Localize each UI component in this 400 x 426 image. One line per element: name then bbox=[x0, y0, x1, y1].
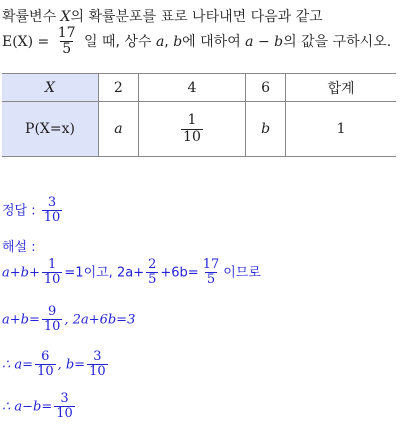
step3-frac2 bbox=[87, 350, 108, 380]
question-text-e: 의 값을 구하시오. bbox=[283, 33, 392, 50]
step3-frac2-num: 3 bbox=[93, 349, 102, 364]
const-b: b bbox=[173, 33, 183, 50]
step1-frac2-den: 5 bbox=[148, 272, 157, 288]
probability-table bbox=[2, 73, 396, 157]
step2-lhs: a+b= bbox=[2, 312, 40, 328]
header-val-2: 2 bbox=[99, 74, 139, 102]
step1-frac1-num: 1 bbox=[47, 257, 57, 272]
step1-frac2-num: 2 bbox=[148, 257, 157, 272]
step1-frac2 bbox=[146, 258, 158, 288]
target-expr: a − b bbox=[245, 33, 284, 50]
solution-step-3 bbox=[2, 350, 110, 380]
cell-a: a bbox=[99, 102, 139, 157]
step1-mid2: +6b= bbox=[160, 265, 199, 281]
cell-b: b bbox=[246, 102, 286, 157]
cell-one-tenth bbox=[138, 102, 245, 157]
question-line-2 bbox=[2, 26, 391, 58]
row-label-p: P(X=x) bbox=[2, 102, 99, 157]
header-total: 합계 bbox=[286, 74, 396, 102]
answer-den: 10 bbox=[43, 210, 61, 226]
cell-fraction-num: 1 bbox=[187, 112, 197, 129]
expectation-fraction bbox=[56, 26, 78, 58]
step2-rest: , 2a+6b=3 bbox=[64, 312, 136, 328]
table-prob-row bbox=[2, 102, 396, 157]
question-text-a: 확률변수 bbox=[2, 9, 61, 25]
question-text-c: 일 때, 상수 bbox=[84, 33, 156, 50]
step4-frac-den: 10 bbox=[56, 406, 73, 422]
expectation-expr: E(X) = bbox=[2, 33, 50, 50]
step4-frac-num: 3 bbox=[60, 391, 69, 406]
expectation-den: 5 bbox=[62, 41, 72, 58]
answer-line bbox=[2, 196, 64, 226]
answer-fraction bbox=[42, 196, 63, 226]
answer-label: 정답 : bbox=[2, 203, 36, 219]
question-line-1 bbox=[2, 6, 323, 26]
step3-lhs: ∴ a= bbox=[2, 357, 34, 373]
step1-end: 이므로 bbox=[223, 265, 261, 281]
step3-mid: , b= bbox=[57, 357, 86, 373]
header-val-4: 4 bbox=[138, 74, 245, 102]
cell-fraction bbox=[181, 113, 203, 145]
step1-frac1-den: 10 bbox=[43, 272, 61, 288]
cell-fraction-den: 10 bbox=[183, 128, 201, 145]
solution-step-4 bbox=[2, 392, 77, 422]
cell-total: 1 bbox=[286, 102, 396, 157]
step1-frac1 bbox=[42, 258, 63, 288]
explanation-label: 해설 : bbox=[2, 240, 36, 255]
step2-frac bbox=[42, 305, 63, 335]
question-var-x: X bbox=[60, 9, 71, 25]
expectation-num: 17 bbox=[57, 25, 76, 41]
solution-step-1 bbox=[2, 258, 261, 288]
step1-frac3-den: 5 bbox=[206, 272, 216, 288]
step4-frac bbox=[54, 392, 75, 422]
step1-mid1: =1이고, 2a+ bbox=[64, 265, 145, 281]
step4-lhs: ∴ a−b= bbox=[2, 399, 53, 415]
step1-frac3-num: 17 bbox=[202, 257, 220, 272]
step3-frac2-den: 10 bbox=[89, 364, 106, 380]
step2-frac-num: 9 bbox=[47, 304, 57, 319]
const-a: a bbox=[155, 33, 165, 50]
answer-num: 3 bbox=[47, 195, 57, 210]
table-header-row bbox=[2, 74, 396, 102]
step1-lhs: a+b+ bbox=[2, 265, 40, 281]
header-x: X bbox=[2, 74, 99, 102]
question-text-d: 에 대하여 bbox=[182, 33, 246, 50]
solution-step-2 bbox=[2, 305, 135, 335]
comma: , bbox=[164, 33, 174, 50]
step1-frac3 bbox=[201, 258, 222, 288]
step3-frac1 bbox=[35, 350, 56, 380]
step3-frac1-num: 6 bbox=[41, 349, 50, 364]
question-text-b: 의 확률분포를 표로 나타내면 다음과 같고 bbox=[70, 9, 323, 25]
step2-frac-den: 10 bbox=[43, 319, 61, 335]
step3-frac1-den: 10 bbox=[37, 364, 54, 380]
header-val-6: 6 bbox=[246, 74, 286, 102]
